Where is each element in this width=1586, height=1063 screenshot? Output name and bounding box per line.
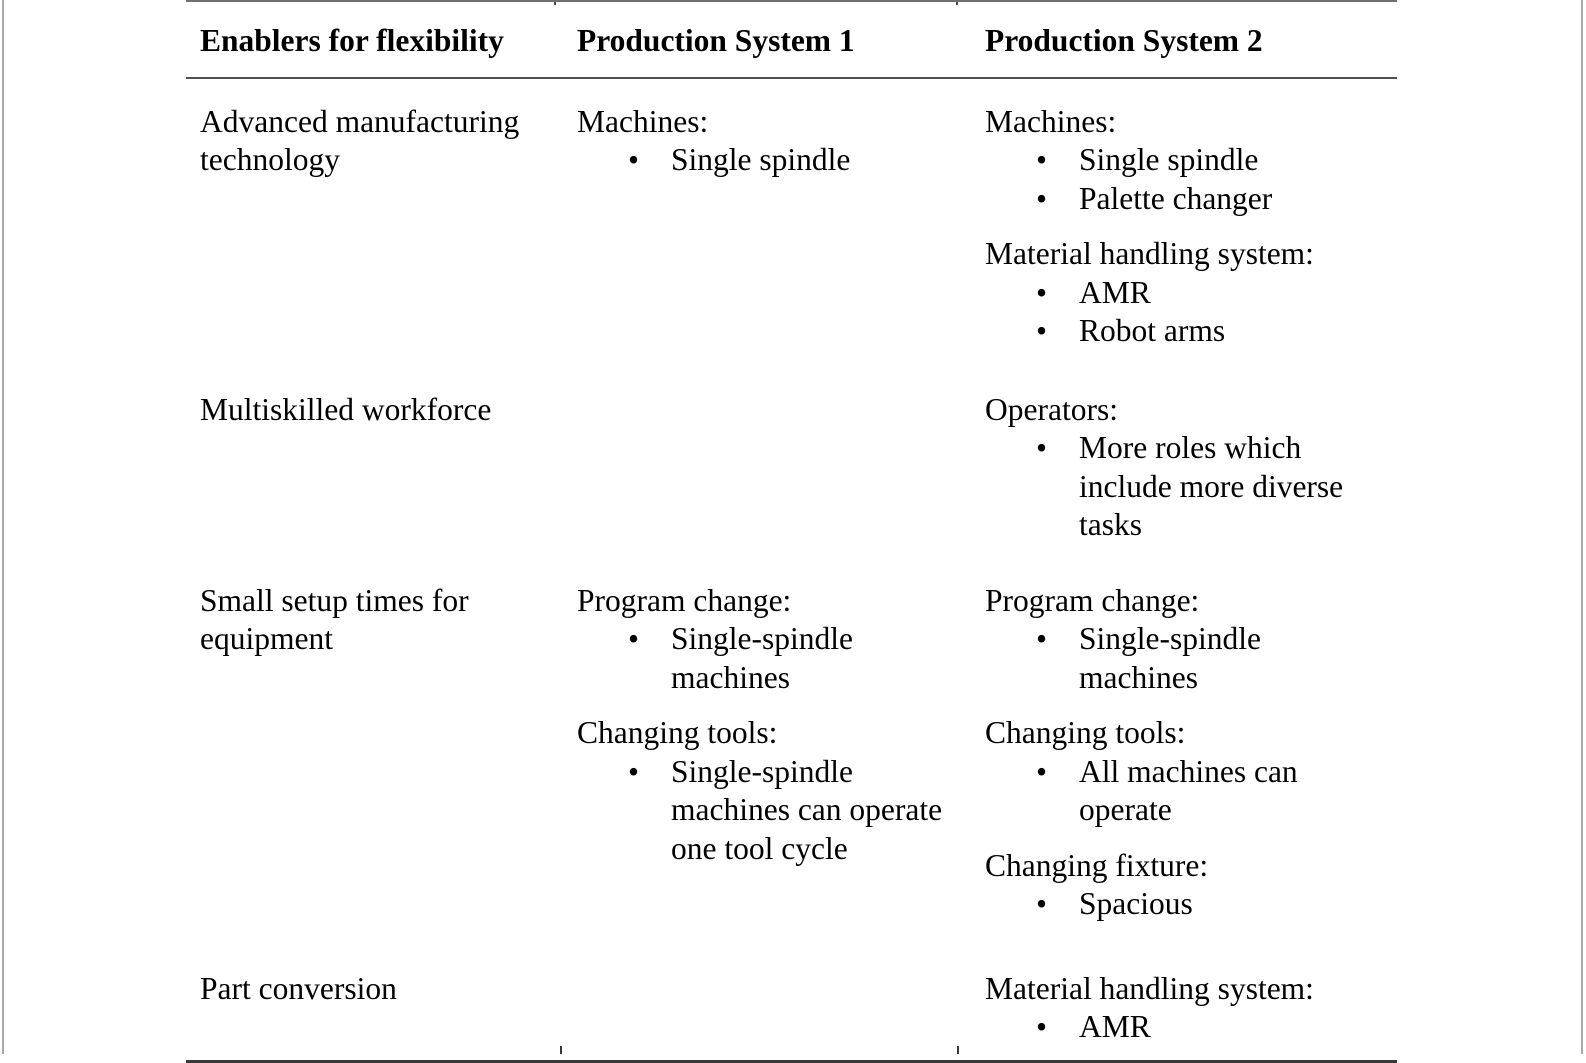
bullet-list <box>985 429 1379 545</box>
bullet-item: • All machines can operate <box>985 753 1379 830</box>
cell-system1 <box>556 582 958 970</box>
cell-system2 <box>958 78 1397 391</box>
feature-group <box>985 847 1379 924</box>
enablers-table <box>186 0 1397 1063</box>
feature-label: Machines: <box>577 103 709 139</box>
feature-label: Program change: <box>577 582 792 618</box>
enablers-table-body <box>186 78 1397 1062</box>
feature-label: Changing tools: <box>985 715 1186 750</box>
feature-group <box>985 391 1379 545</box>
feature-label: Program change: <box>985 582 1200 618</box>
bullet-item: • Palette changer <box>985 180 1379 219</box>
bullet-item: • Single-spindle machines <box>985 620 1379 697</box>
bullet-list <box>577 753 948 869</box>
enabler-label: Advanced manufacturing technology <box>200 103 520 177</box>
bullet-list <box>577 620 948 697</box>
feature-group <box>985 970 1379 1047</box>
feature-label: Material handling system: <box>985 236 1314 271</box>
feature-group <box>577 714 948 868</box>
feature-group <box>985 714 1379 830</box>
feature-label: Machines: <box>985 103 1117 139</box>
enabler-label: Multiskilled workforce <box>200 391 492 427</box>
bullet-list <box>985 885 1379 924</box>
cell-system2 <box>958 391 1397 582</box>
feature-group <box>985 103 1379 219</box>
bullet-item: • Single-spindle machines <box>577 620 948 697</box>
bullet-list <box>985 753 1379 830</box>
column-header-system1: Production System 1 <box>556 1 958 78</box>
table-row <box>186 78 1397 391</box>
bullet-item: • Single-spindle machines can operate one tool cycle <box>577 753 948 869</box>
enabler-label: Small setup times for equipment <box>200 582 469 656</box>
bullet-list <box>985 620 1379 697</box>
bullet-item: • Spacious <box>985 885 1379 924</box>
enabler-label: Part conversion <box>200 970 397 1006</box>
enablers-table-header <box>186 1 1397 78</box>
feature-group <box>985 582 1379 698</box>
bullet-list <box>985 1008 1379 1047</box>
feature-label: Changing tools: <box>577 715 778 750</box>
bullet-item: • AMR <box>985 274 1379 313</box>
feature-label: Operators: <box>985 391 1118 427</box>
page-right-edge <box>1581 0 1583 1054</box>
cell-enabler <box>186 78 556 391</box>
cell-system2 <box>958 582 1397 970</box>
cell-enabler <box>186 391 556 582</box>
table-row <box>186 970 1397 1062</box>
column-header-enablers: Enablers for flexibility <box>186 1 556 78</box>
cell-enabler <box>186 970 556 1062</box>
bullet-item: • Single spindle <box>985 141 1379 180</box>
bullet-list <box>577 141 948 180</box>
bullet-item: • More roles which include more diverse tasks <box>985 429 1379 545</box>
bullet-list <box>985 274 1379 351</box>
header-row <box>186 1 1397 78</box>
bullet-item: • Robot arms <box>985 312 1379 351</box>
feature-group <box>985 235 1379 351</box>
cell-enabler <box>186 582 556 970</box>
cell-system1 <box>556 970 958 1062</box>
cell-system1 <box>556 391 958 582</box>
bullet-item: • Single spindle <box>577 141 948 180</box>
table-row <box>186 391 1397 582</box>
bullet-list <box>985 141 1379 218</box>
bullet-item: • AMR <box>985 1008 1379 1047</box>
page-left-edge <box>2 0 4 1054</box>
feature-label: Changing fixture: <box>985 847 1209 883</box>
feature-group <box>577 103 948 180</box>
column-header-system2: Production System 2 <box>958 1 1397 78</box>
cell-system2 <box>958 970 1397 1062</box>
cell-system1 <box>556 78 958 391</box>
feature-label: Material handling system: <box>985 970 1314 1006</box>
feature-group <box>577 582 948 698</box>
table-row <box>186 582 1397 970</box>
